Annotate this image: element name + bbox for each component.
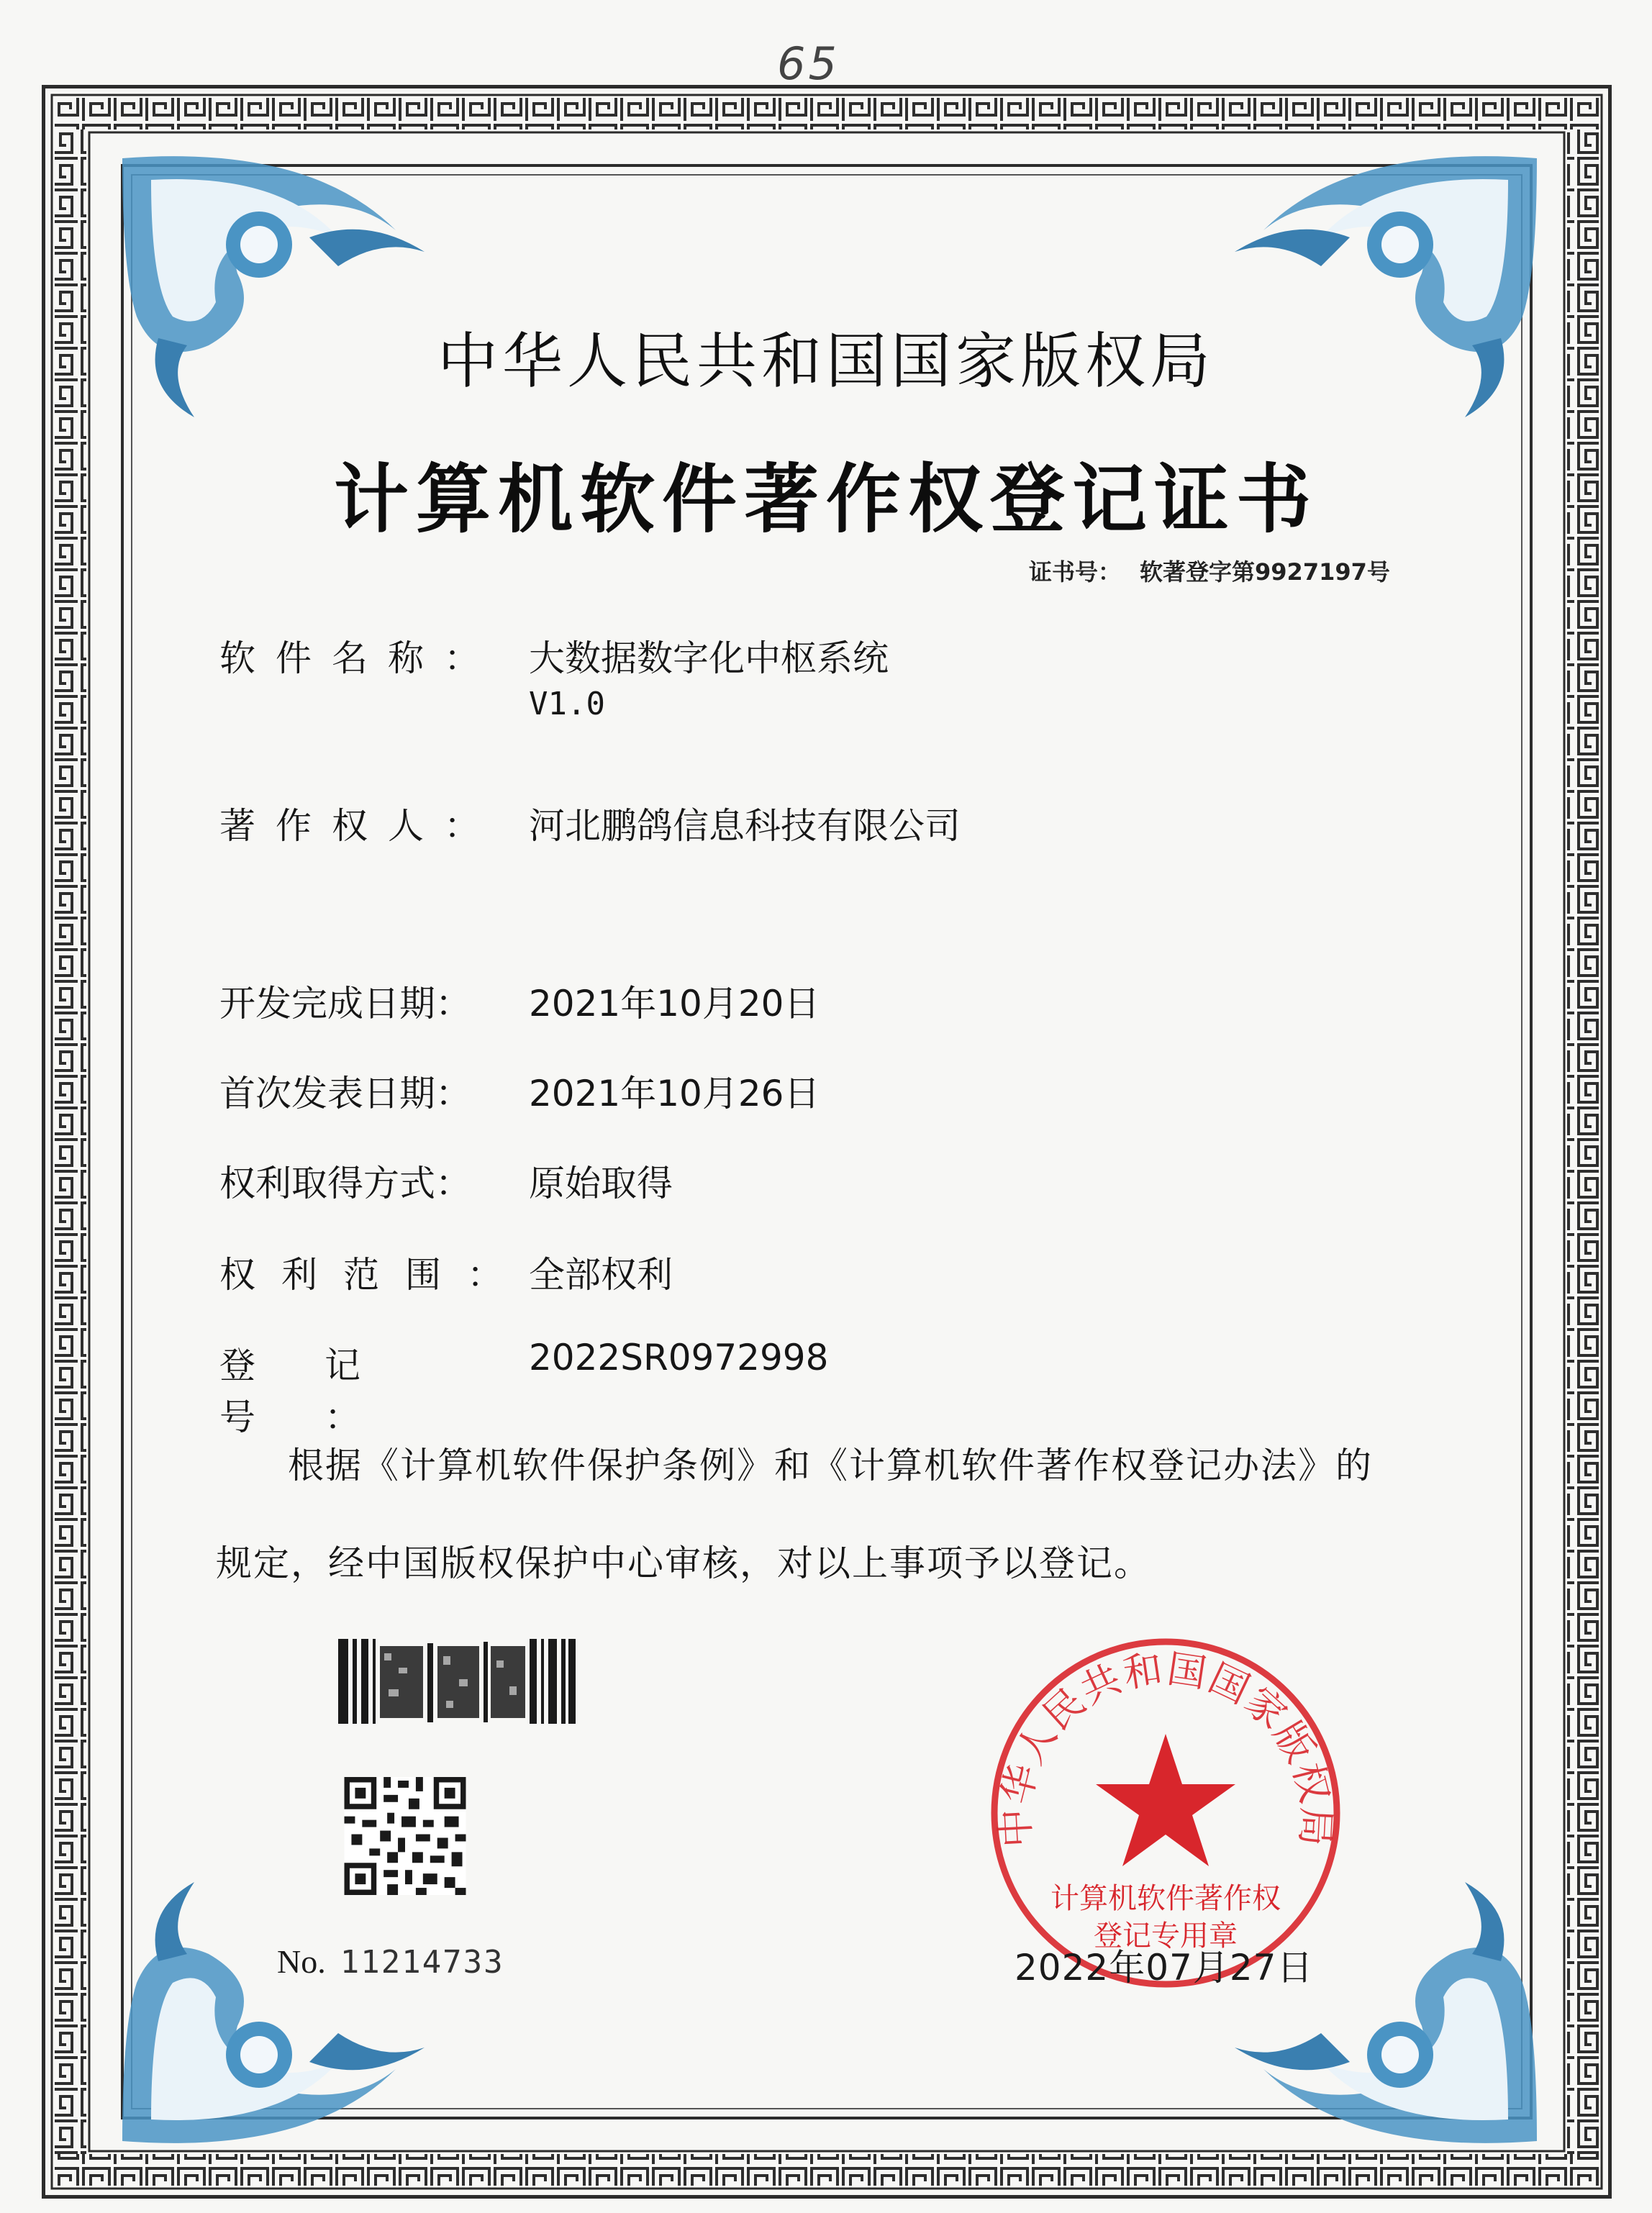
handwritten-page-number-text: 65 <box>777 37 840 90</box>
dev-completion-label: 开发完成日期： <box>219 983 471 1024</box>
acquisition-label: 权利取得方式： <box>219 1163 471 1204</box>
scope-label: 权利范围： <box>219 1254 529 1296</box>
reg-no-label: 登记号： <box>219 1345 430 1438</box>
copyright-owner-row <box>219 797 961 849</box>
qr-code-icon <box>344 1777 466 1895</box>
certificate-title: 计算机软件著作权登记证书 <box>333 455 1318 543</box>
dev-completion-value: 2021年10月20日 <box>529 983 820 1024</box>
certificate-number <box>1029 554 1390 587</box>
issue-date: 2022年07月27日 <box>1015 1947 1314 1989</box>
first-publish-value: 2021年10月26日 <box>529 1073 820 1114</box>
acquisition-value: 原始取得 <box>529 1163 673 1204</box>
copyright-owner-value: 河北鹏鸽信息科技有限公司 <box>529 805 961 847</box>
scope-row <box>219 1246 673 1298</box>
serial-prefix: No. <box>277 1943 326 1980</box>
reg-no-value: 2022SR0972998 <box>529 1337 829 1378</box>
statement-line1: 根据《计算机软件保护条例》和《计算机软件著作权登记办法》的 <box>288 1445 1373 1486</box>
seal-inner-line2: 登记专用章 <box>1094 1919 1238 1953</box>
serial-value: 11214733 <box>340 1944 504 1981</box>
software-name-row <box>219 630 889 722</box>
software-name-version: V1.0 <box>529 686 605 722</box>
software-name-label: 软件名称： <box>219 637 500 679</box>
first-publish-label: 首次发表日期： <box>219 1073 471 1114</box>
statement-line2: 规定，经中国版权保护中心审核，对以上事项予以登记。 <box>216 1542 1151 1584</box>
issuer-title: 中华人民共和国国家版权局 <box>437 326 1215 396</box>
software-name-value <box>529 630 889 722</box>
software-name-line1: 大数据数字化中枢系统 <box>529 637 889 679</box>
seal-outer-text: 中华人民共和国国家版权局 <box>991 1645 1340 1849</box>
star-icon <box>1096 1734 1235 1866</box>
certificate-number-label: 证书号： <box>1029 558 1122 586</box>
copyright-owner-label: 著作权人： <box>219 805 500 847</box>
serial-number <box>277 1942 504 1981</box>
reg-no-row <box>219 1337 828 1440</box>
corner-ornament-bottom-left <box>94 1868 468 2170</box>
certificate-number-value: 软著登字第9927197号 <box>1140 558 1390 586</box>
barcode-icon <box>338 1639 576 1724</box>
first-publish-row <box>219 1065 820 1117</box>
scope-value: 全部权利 <box>529 1254 673 1296</box>
acquisition-row <box>219 1155 673 1207</box>
seal-inner-line1: 计算机软件著作权 <box>1050 1882 1281 1915</box>
dev-completion-row <box>219 975 820 1027</box>
